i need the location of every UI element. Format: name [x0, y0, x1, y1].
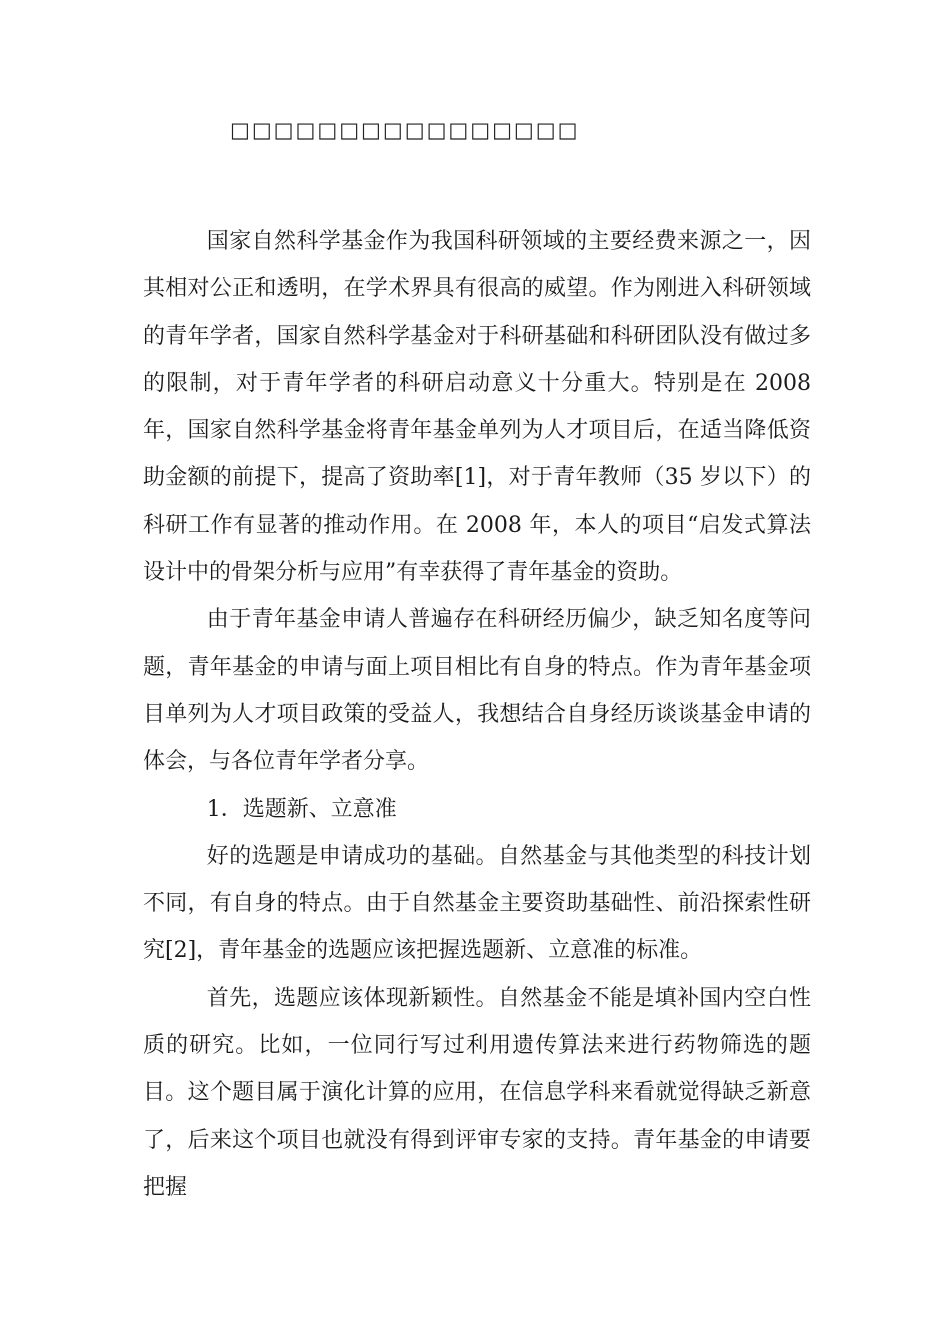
section-heading-1: 1．选题新、立意准	[206, 796, 397, 822]
paragraph-novelty: 首先，选题应该体现新颖性。自然基金不能是填补国内空白性质的研究。比如，一位同行写过利用遗传算法来进行药物筛选的题目。这个题目属于演化计算的应用，在信息学科来看就觉得缺乏新意了，后来这个项目也就没有得到评审专家的支持。青年基金的申请要把握	[143, 985, 811, 1200]
paragraph-topic-selection: 好的选题是申请成功的基础。自然基金与其他类型的科技计划不同，有自身的特点。由于自然基金主要资助基础性、前沿探索性研究[2]，青年基金的选题应该把握选题新、立意准的标准。	[143, 843, 811, 964]
paragraph-intro: 国家自然科学基金作为我国科研领域的主要经费来源之一，因其相对公正和透明，在学术界具有很高的威望。作为刚进入科研领域的青年学者，国家自然科学基金对于科研基础和科研团队没有做过多的限制，对于青年学者的科研启动意义十分重大。特别是在 2008 年，国家自然科学基金将青年基金单列为人才项目后，在适当降低资助金额的前提下，提高了资助率[1]，对于青年教师（35 岁以下）的科研工作有显著的推动作用。在 2008 年，本人的项目“启发式算法设计中的骨架分析与应用”有幸获得了青年基金的资助。	[143, 229, 811, 586]
document-body	[143, 218, 811, 1211]
paragraph-background: 由于青年基金申请人普遍存在科研经历偏少，缺乏知名度等问题，青年基金的申请与面上项目相比有自身的特点。作为青年基金项目单列为人才项目政策的受益人，我想结合自身经历谈谈基金申请的体会，与各位青年学者分享。	[143, 607, 811, 775]
document-title: □□□□□□□□□□□□□□□□	[230, 118, 580, 142]
